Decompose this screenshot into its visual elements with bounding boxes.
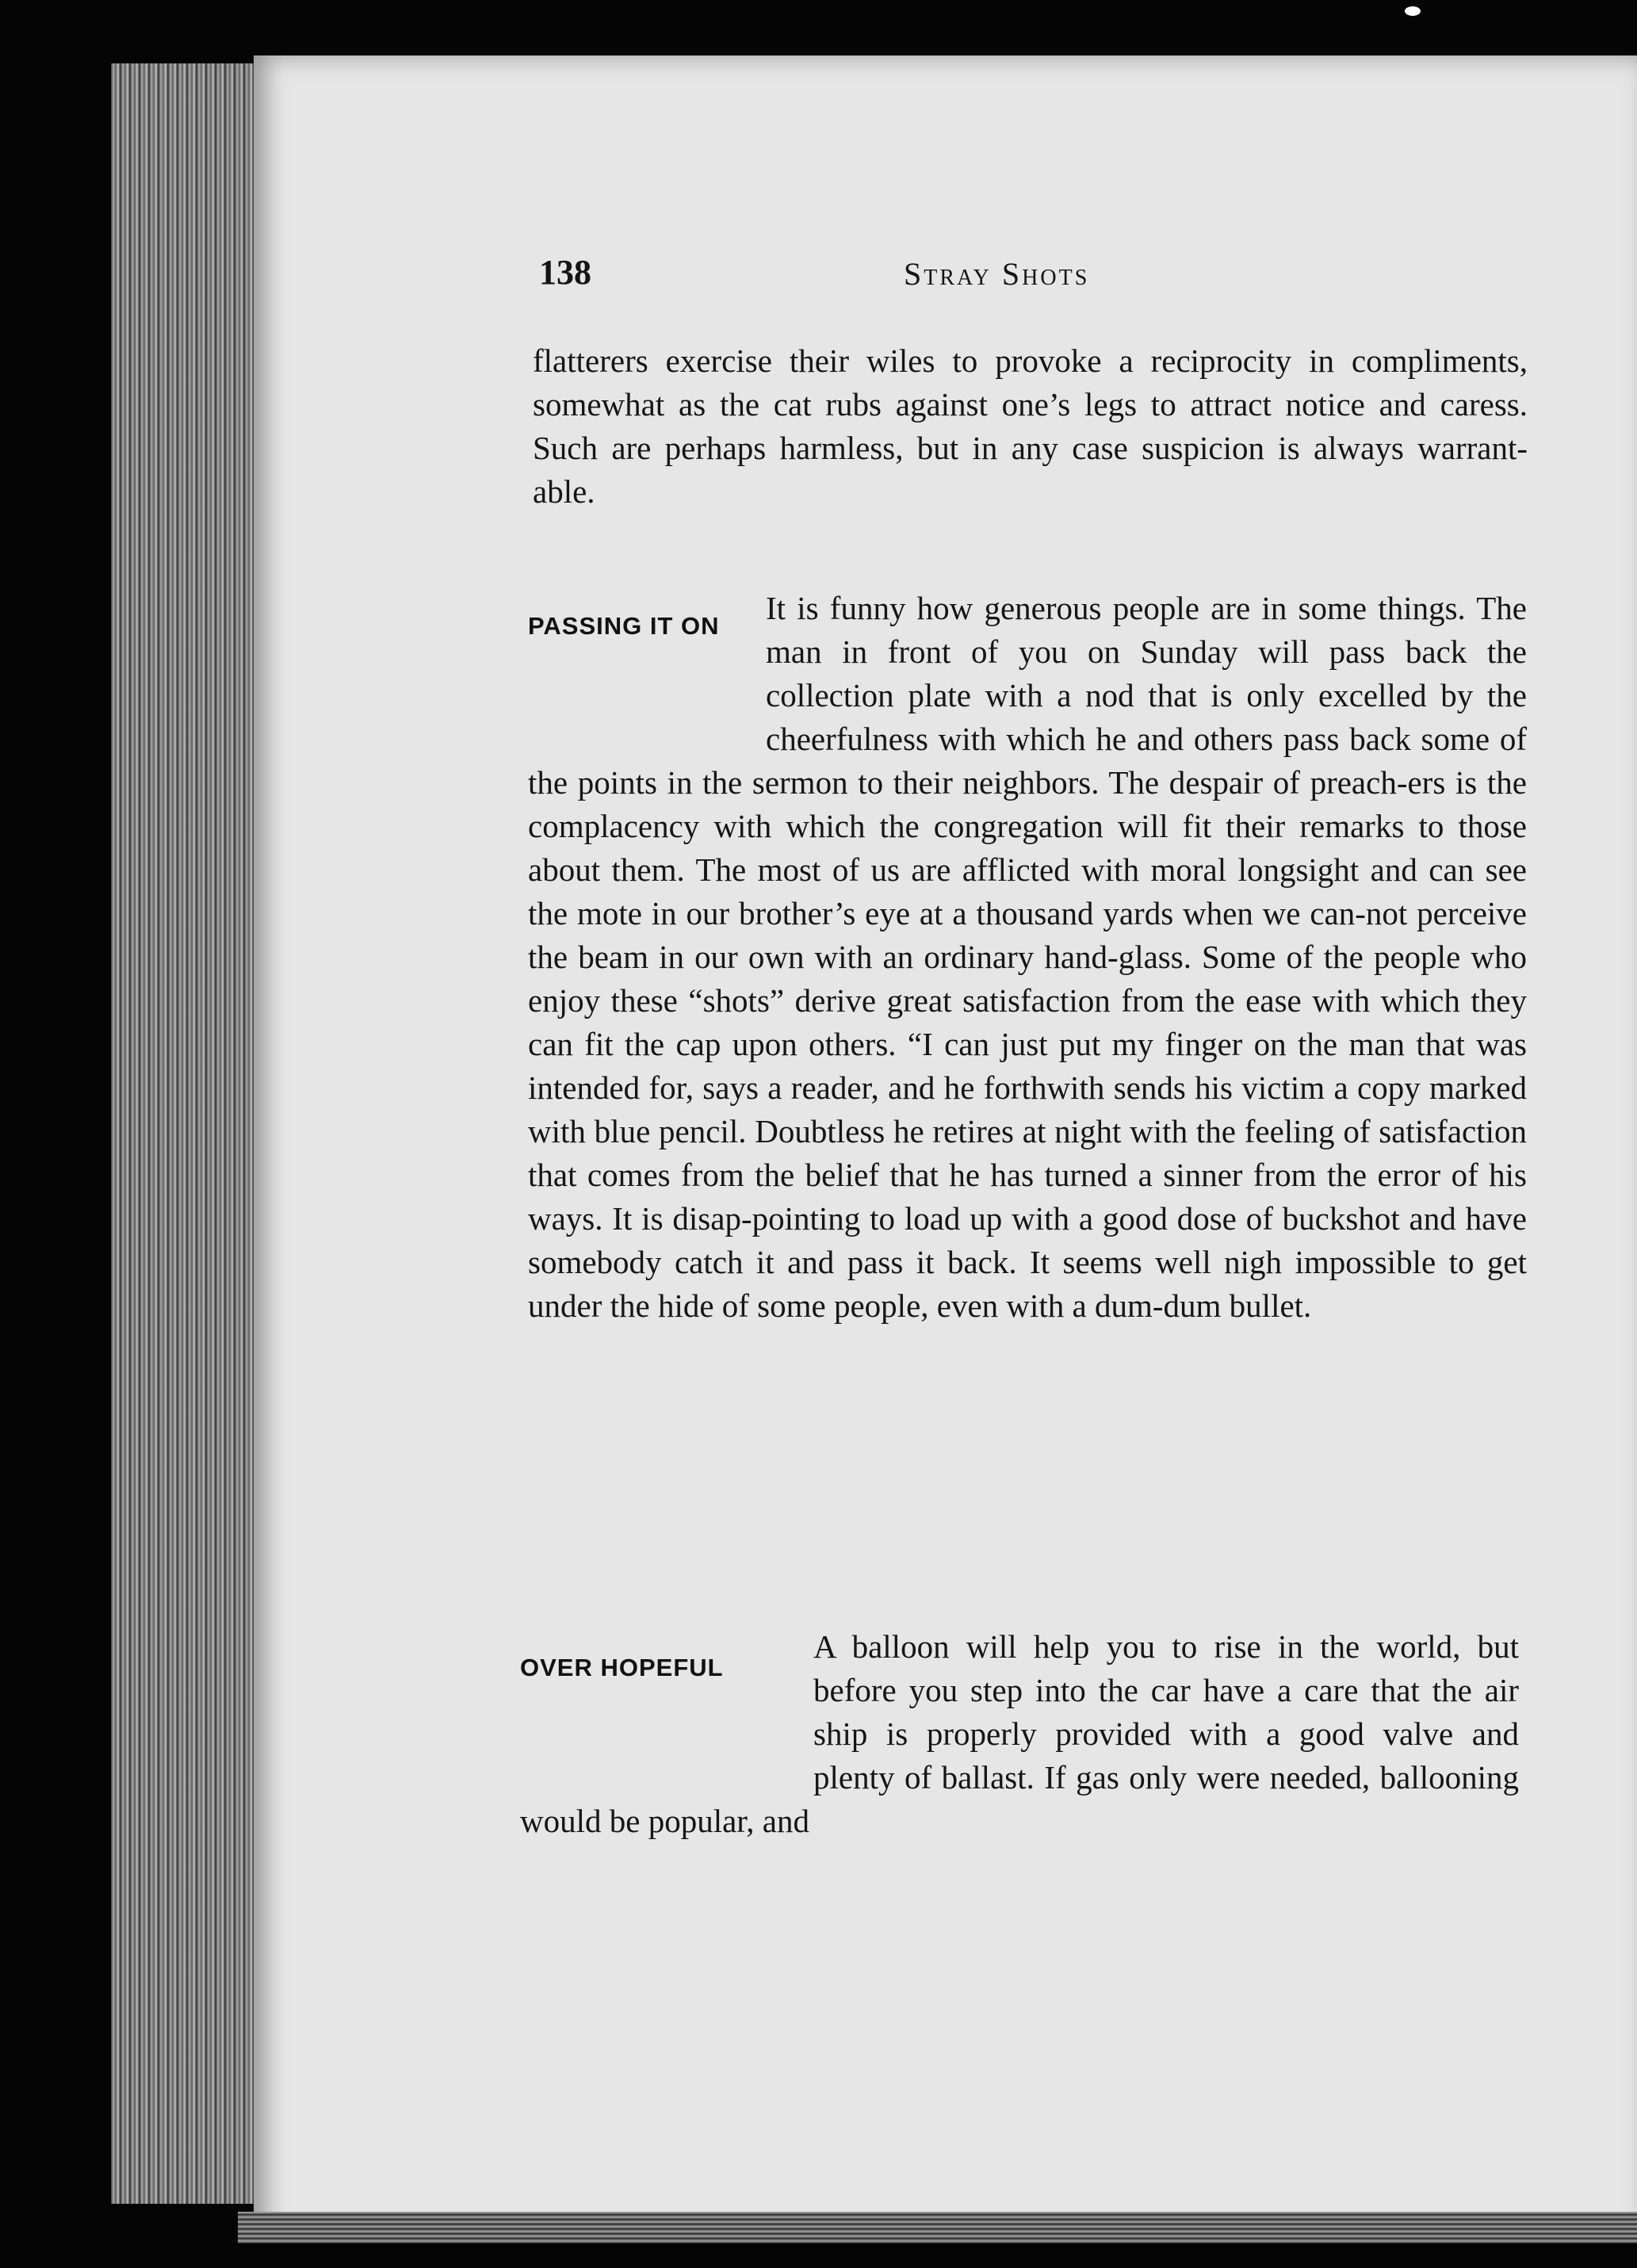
- paragraph-text: It is funny how generous people are in some things. The man in front of you on Sunday will pass back the collection plate with a nod that is only excelled by the cheerfulness with which he and others pass back some of the points in the sermon to their neighbors. The despair of preach-ers is the complacency with which the congregation will fit their remarks to those about them. The most of us are afflicted with moral longsight and can see the mote in our brother’s eye at a thousand yards when we can-not perceive the beam in our own with an ordinary hand-glass. Some of the people who enjoy these “shots” derive great satisfaction from the ease with which they can fit the cap upon others. “I can just put my finger on the man that was intended for, says a reader, and he forthwith sends his victim a copy marked with blue pencil. Doubtless he retires at night with the feeling of satisfaction that comes from the belief that he has turned a sinner from the error of his ways. It is disap-pointing to load up with a good dose of buckshot and have somebody catch it and pass it back. It seems well nigh impossible to get under the hide of some people, even with a dum-dum bullet.: [528, 590, 1527, 1324]
- paragraph-text: flatterers exercise their wiles to provoke a reciprocity in compliments, somewhat as the cat rubs against one’s legs to attract notice and caress. Such are perhaps harmless, but in any case suspicion is always warrant-able.: [533, 342, 1528, 510]
- section-passing-it-on: [528, 587, 1527, 1328]
- sidenote-heading: OVER HOPEFUL: [520, 1654, 724, 1681]
- section-over-hopeful: [520, 1625, 1519, 1843]
- scan-speck: [1405, 6, 1421, 16]
- book-page-edges: [111, 63, 262, 2204]
- paragraph-text: A balloon will help you to rise in the world, but before you step into the car have a care that the air ship is properly provided with a good valve and plenty of ballast. If gas only were needed, ballooning would be popular, and: [520, 1628, 1519, 1839]
- running-title: Stray Shots: [904, 256, 1090, 292]
- paragraph-continuation: [533, 339, 1528, 514]
- book-bottom-edge: [238, 2212, 1637, 2243]
- page-header: [539, 252, 1530, 300]
- sidenote-heading: PASSING IT ON: [528, 612, 720, 640]
- page-number: 138: [539, 253, 591, 292]
